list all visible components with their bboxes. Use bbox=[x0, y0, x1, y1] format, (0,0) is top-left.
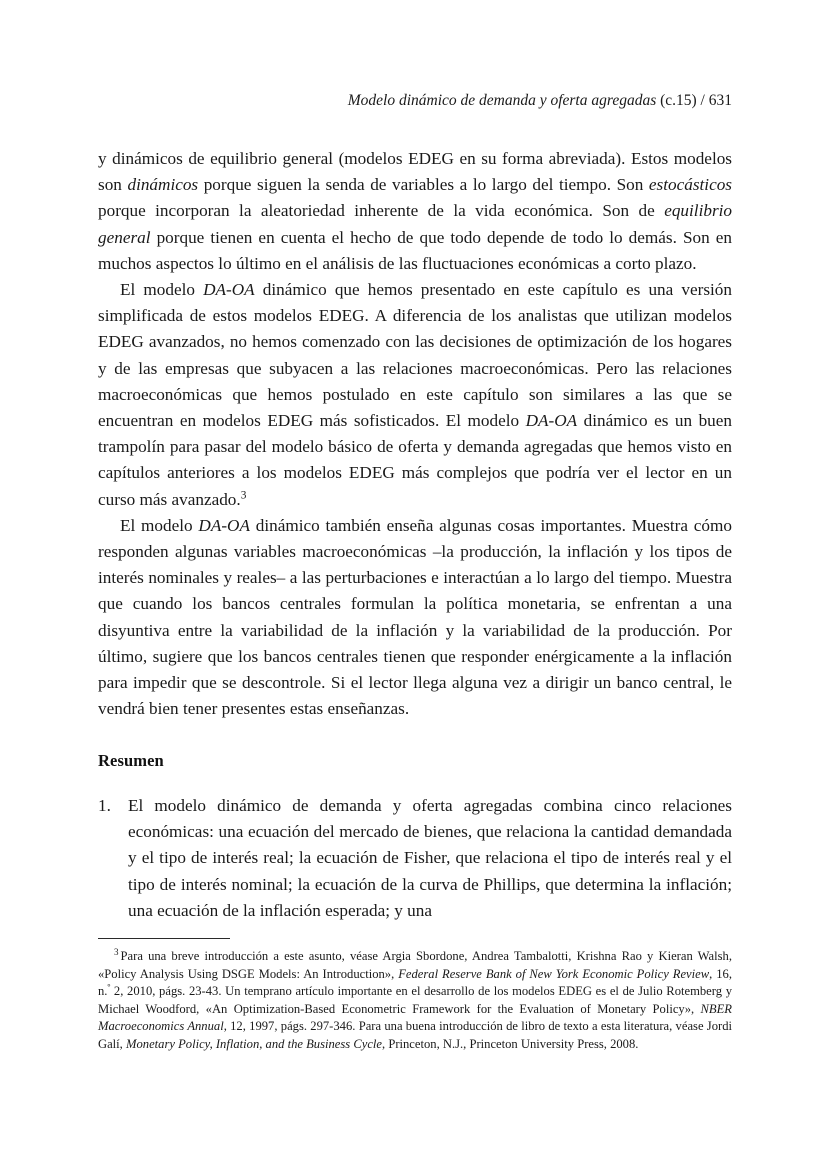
fn-seg5: , Princeton, N.J., Princeton University Press, 2008. bbox=[382, 1036, 639, 1051]
footnote-number: 3 bbox=[114, 946, 119, 957]
fn-italic1: Federal Reserve Bank of New York Economic Policy Review bbox=[398, 966, 710, 981]
fn-italic2: NBER Macroeconomics Annual bbox=[98, 1001, 732, 1034]
par1-italic3: equilibrio general bbox=[98, 201, 732, 247]
list-item-text: El modelo dinámico de demanda y oferta agregadas combina cinco relaciones económicas: una ecuación del mercado de bienes, que relaciona la cantidad demandada y el tipo de interés real; la ecuación de Fisher, que relaciona el tipo de interés real y el tipo de interés nominal; la ecuación de la curva de Phillips, que determina la inflación; una ecuación de la inflación esperada; y una bbox=[128, 796, 732, 920]
par1-seg2: porque siguen la senda de variables a lo largo del tiempo. Son bbox=[198, 175, 649, 195]
summary-list bbox=[98, 793, 732, 924]
par1-seg1: y dinámicos de equilibrio general (modelos EDEG en su forma abreviada). Estos modelos son bbox=[98, 149, 732, 195]
par3-italic1: DA-OA bbox=[198, 515, 250, 535]
fn-seg1: Para una breve introducción a este asunto, véase Argia Sbordone, Andrea Tambalotti, Krishna Rao y Kieran Walsh, «Policy Analysis Using DSGE Models: An Introduction», bbox=[98, 949, 732, 981]
par3-seg1: El modelo bbox=[120, 515, 199, 535]
fn-seg4: , 12, 1997, págs. 297-346. Para una buena introducción de libro de texto a esta literatura, véase Jordi Galí, bbox=[98, 1019, 732, 1051]
section-heading-resumen: Resumen bbox=[98, 751, 164, 770]
par1-seg3: porque incorporan la aleatoriedad inherente de la vida económica. Son de bbox=[98, 201, 665, 221]
list-item bbox=[98, 793, 732, 924]
running-head-title: Modelo dinámico de demanda y oferta agregadas bbox=[347, 92, 657, 109]
fn-seg2: , 16, n. bbox=[98, 966, 732, 999]
par2-italic2: DA-OA bbox=[525, 411, 578, 431]
par2-seg3: dinámico es un buen trampolín para pasar del modelo básico de oferta y demanda agregadas que hemos visto en capítulos anteriores a los modelos EDEG más complejos que podría ver el lector en un curso más avanzado. bbox=[98, 411, 732, 509]
footnote-separator-rule bbox=[98, 938, 230, 939]
main-text-block bbox=[98, 146, 732, 722]
footnote-area bbox=[98, 938, 732, 1054]
par2-seg1: El modelo bbox=[120, 280, 204, 300]
list-item-number: 1. bbox=[98, 796, 111, 815]
running-head-folio: (c.15) / 631 bbox=[656, 92, 732, 109]
fn-seg3: 2, 2010, págs. 23-43. Un temprano artículo importante en el desarrollo de los modelos EDEG es el de Julio Rotemberg y Michael Woodford, «An Optimization-Based Econometric Framework for the Evaluation of Monetary Policy», bbox=[98, 984, 732, 1016]
par1-seg4: porque tienen en cuenta el hecho de que todo depende de todo lo demás. Son en muchos aspectos lo último en el análisis de las fluctuaciones económicas a corto plazo. bbox=[98, 227, 732, 273]
paragraph-2 bbox=[98, 277, 732, 513]
par3-seg2: dinámico también enseña algunas cosas importantes. Muestra cómo responden algunas variables macroeconómicas –la producción, la inflación y los tipos de interés nominales y reales– a las perturbaciones e interactúan a lo largo del tiempo. Muestra que cuando los bancos centrales formulan la política monetaria, se enfrentan a una disyuntiva entre la variabilidad de la inflación y la variabilidad de la producción. Por último, sugiere que los bancos centrales tienen que responder enérgicamente a la inflación para impedir que se descontrole. Si el lector llega alguna vez a dirigir un banco central, le vendrá bien tener presentes estas enseñanzas. bbox=[98, 515, 732, 719]
fn-italic3: Monetary Policy, Inflation, and the Business Cycle bbox=[125, 1036, 383, 1051]
par2-seg2: dinámico que hemos presentado en este capítulo es una versión simplificada de estos modelos EDEG. A diferencia de los analistas que utilizan modelos EDEG avanzados, no hemos comenzado con las decisiones de optimización de los hogares y de las empresas que subyacen a las relaciones macroeconómicas. Pero las relaciones macroeconómicas que hemos postulado en este capítulo son similares a las que se encuentran en modelos EDEG más sofisticados. El modelo bbox=[98, 280, 732, 431]
paragraph-1 bbox=[98, 146, 732, 277]
paragraph-3 bbox=[98, 513, 732, 723]
footnote-reference-3[interactable]: 3 bbox=[240, 488, 247, 501]
par1-italic1: dinámicos bbox=[127, 175, 199, 195]
running-head bbox=[98, 92, 732, 111]
par1-italic2: estocásticos bbox=[648, 175, 732, 195]
par2-italic1: DA-OA bbox=[203, 280, 255, 300]
footnote-3 bbox=[98, 948, 732, 1054]
fn-ordinal-indicator: º bbox=[107, 982, 111, 992]
